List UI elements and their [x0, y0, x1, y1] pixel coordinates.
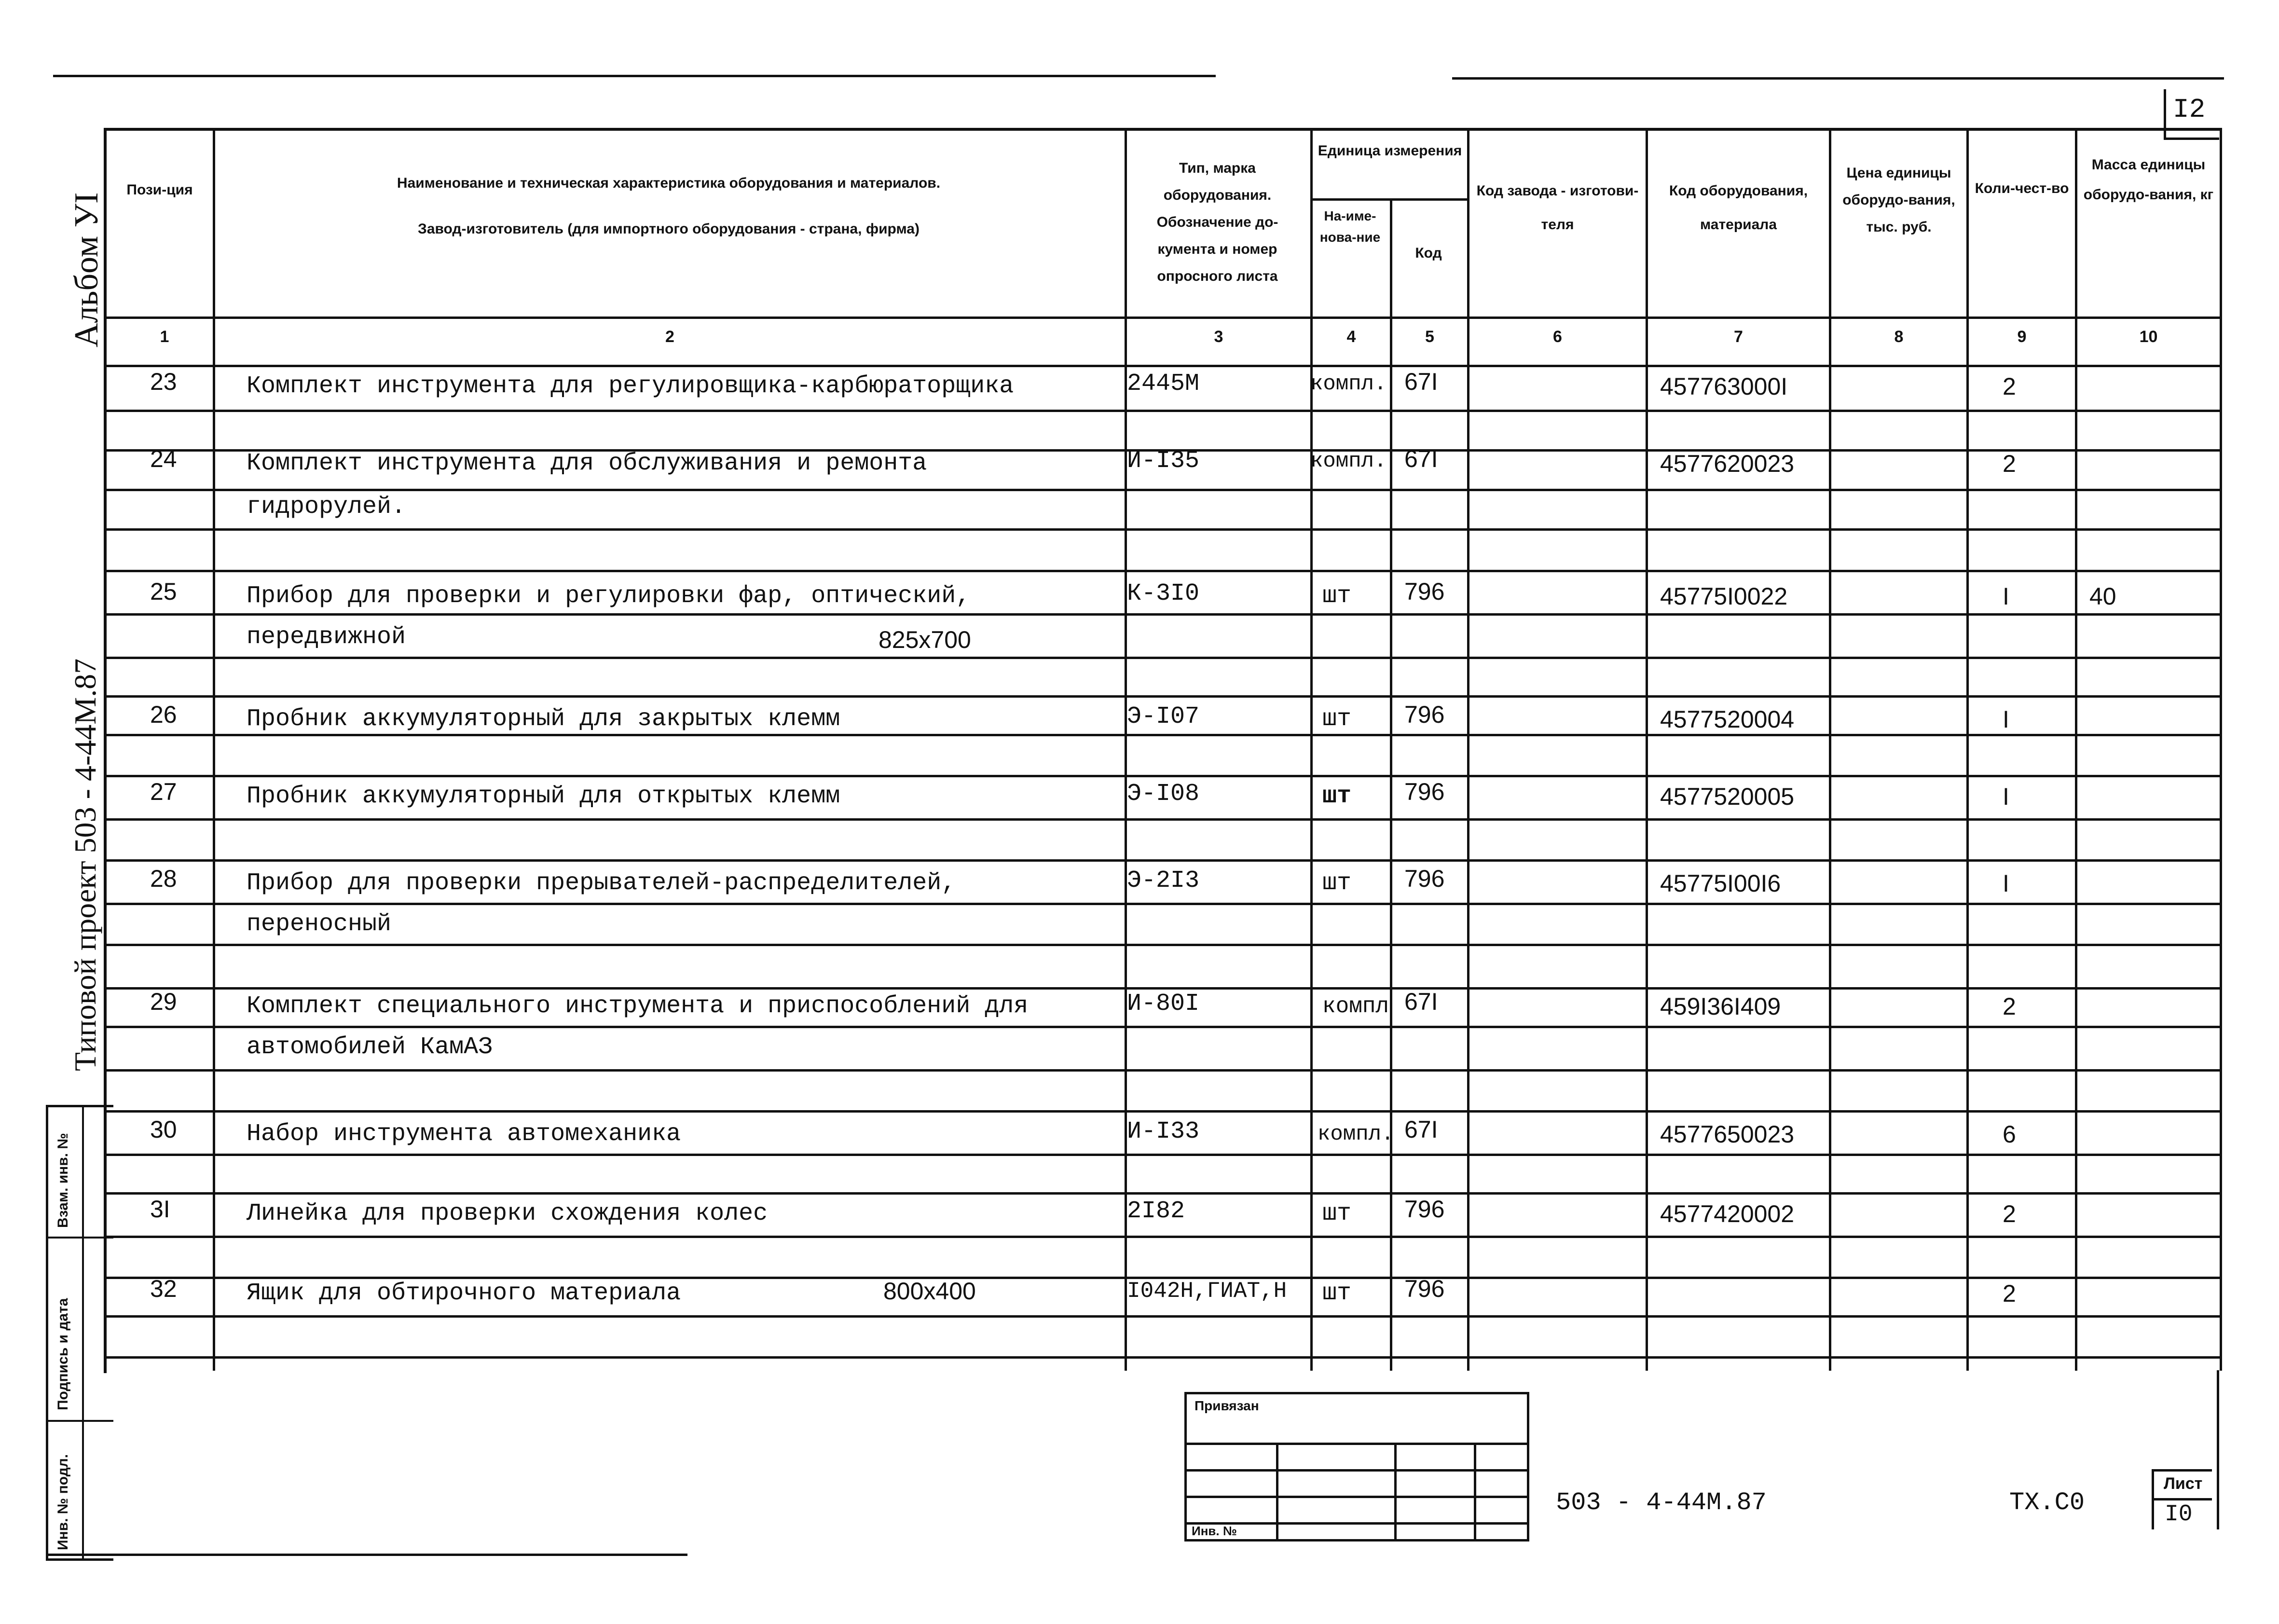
row-unit-code: 796 — [1404, 701, 1445, 728]
binding-col-line — [1276, 1443, 1278, 1539]
row-unit: шт — [1322, 582, 1352, 610]
row-quantity: 6 — [2003, 1121, 2016, 1148]
colnum-2: 2 — [665, 328, 674, 346]
row-line — [107, 410, 2222, 412]
row-quantity: I — [2003, 706, 2009, 733]
row-unit: компл. — [1310, 449, 1387, 473]
row-position: 29 — [150, 988, 177, 1015]
row-unit-code: 796 — [1404, 865, 1445, 892]
binding-col-line — [1474, 1443, 1476, 1539]
header-factory-code: Код завода - изготови-теля — [1476, 183, 1639, 233]
row-unit-code: 796 — [1404, 1275, 1445, 1302]
row-name-continued: переносный — [247, 910, 392, 938]
sheet-label: Лист — [2164, 1474, 2203, 1493]
row-name: Пробник аккумуляторный для закрытых клемм — [247, 705, 840, 733]
row-line — [107, 528, 2222, 531]
row-equipment-code: 45775I0022 — [1660, 583, 1788, 610]
colnum-8: 8 — [1894, 328, 1904, 346]
row-type: И-80I — [1127, 990, 1200, 1018]
page-number: I2 — [2173, 94, 2206, 125]
colnum-3: 3 — [1214, 328, 1223, 346]
row-equipment-code: 4577520004 — [1660, 706, 1795, 733]
header-position: Пози-ция — [126, 182, 193, 198]
row-name: Набор инструмента автомеханика — [247, 1120, 681, 1148]
header-mass: Масса единицы оборудо-вания, кг — [2083, 157, 2214, 203]
row-name-dimensions: 825х700 — [879, 626, 971, 653]
row-line — [107, 775, 2222, 777]
stamp-block — [46, 1105, 113, 1561]
row-type: И-I35 — [1127, 447, 1200, 475]
row-unit: компл. — [1318, 1122, 1394, 1146]
row-position: 32 — [150, 1275, 177, 1302]
document-code: 503 - 4-44М.87 — [1556, 1488, 1767, 1517]
row-name: Комплект специального инструмента и приспособлений для — [247, 992, 1029, 1020]
document-section: ТХ.С0 — [2009, 1488, 2085, 1517]
stamp-inv-label: Инв. № подл. — [55, 1454, 71, 1550]
row-name-continued: гидрорулей. — [247, 493, 406, 521]
row-quantity: I — [2003, 783, 2009, 810]
colnum-bottom-line — [107, 365, 2222, 367]
row-quantity: I — [2003, 870, 2009, 897]
colnum-9: 9 — [2017, 328, 2027, 346]
row-name-continued: автомобилей КамАЗ — [247, 1033, 493, 1061]
header-bottom-line — [107, 317, 2222, 319]
row-unit-code: 796 — [1404, 1196, 1445, 1223]
stamp-replace-label: Взам. инв. № — [55, 1133, 71, 1228]
row-type: К-3I0 — [1127, 580, 1200, 607]
row-line — [107, 657, 2222, 659]
row-line — [107, 695, 2222, 698]
row-position: 3I — [150, 1196, 170, 1223]
row-line — [107, 1356, 2222, 1359]
top-rule-left — [53, 75, 1216, 77]
header-type-line5: опросного листа — [1157, 268, 1278, 284]
top-rule-right — [1452, 77, 2224, 80]
header-unit-name: На-име-нова-ние — [1319, 208, 1381, 245]
row-unit-code: 67I — [1404, 988, 1438, 1015]
row-type: 2445М — [1127, 370, 1200, 398]
binding-stamp-box — [1184, 1392, 1529, 1541]
row-name: Пробник аккумуляторный для открытых клемм — [247, 783, 840, 810]
row-name: Ящик для обтирочного материала — [247, 1280, 681, 1307]
row-type: И-I33 — [1127, 1118, 1200, 1145]
right-border-bottom — [2217, 1370, 2219, 1529]
row-line — [107, 489, 2222, 491]
row-unit: шт — [1322, 705, 1352, 733]
col-line-4 — [1390, 198, 1392, 1371]
row-unit: шт — [1322, 1200, 1352, 1227]
row-name-continued: передвижной — [247, 623, 406, 651]
header-type-line1: Тип, марка — [1179, 160, 1256, 176]
row-type: Э-2I3 — [1127, 867, 1200, 895]
row-position: 28 — [150, 865, 177, 892]
row-quantity: 2 — [2003, 1280, 2016, 1307]
row-position: 23 — [150, 368, 177, 395]
row-quantity: 2 — [2003, 373, 2016, 400]
unit-group-line — [1310, 198, 1469, 201]
row-mass: 40 — [2089, 583, 2116, 610]
row-position: 24 — [150, 445, 177, 472]
stamp-cell-inv — [48, 1420, 113, 1556]
row-quantity: 2 — [2003, 993, 2016, 1020]
row-unit-code: 796 — [1404, 578, 1445, 605]
colnum-4: 4 — [1346, 328, 1356, 346]
row-name: Прибор для проверки прерывателей-распределителей, — [247, 869, 956, 897]
row-line — [107, 1192, 2222, 1195]
row-unit-code: 796 — [1404, 778, 1445, 805]
row-position: 30 — [150, 1116, 177, 1143]
row-line — [107, 570, 2222, 572]
row-name-dimensions: 800х400 — [883, 1278, 976, 1305]
row-type: Э-I08 — [1127, 780, 1200, 808]
colnum-7: 7 — [1734, 328, 1743, 346]
row-type: 2I82 — [1127, 1197, 1185, 1225]
row-line — [107, 818, 2222, 821]
binding-inv-label: Инв. № — [1192, 1524, 1237, 1538]
row-equipment-code: 4577420002 — [1660, 1200, 1795, 1227]
row-unit-code: 67I — [1404, 445, 1438, 472]
binding-col-line — [1394, 1443, 1397, 1539]
row-name: Комплект инструмента для регулировщика-карбюраторщика — [247, 372, 1014, 400]
row-equipment-code: 4577620023 — [1660, 450, 1795, 477]
row-line — [107, 1154, 2222, 1156]
row-type: Э-I07 — [1127, 703, 1200, 730]
header-name-line2: Завод-изготовитель (для импортного оборудования - страна, фирма) — [418, 221, 920, 237]
equipment-table — [104, 128, 2222, 1373]
row-equipment-code: 4577520005 — [1660, 783, 1795, 810]
row-unit: компл — [1322, 994, 1389, 1019]
row-equipment-code: 45775I00I6 — [1660, 870, 1781, 897]
row-line — [107, 1315, 2222, 1318]
binding-label: Привязан — [1194, 1398, 1259, 1413]
sheet-number: I0 — [2165, 1501, 2193, 1528]
row-line — [107, 734, 2222, 736]
row-unit-code: 67I — [1404, 368, 1438, 395]
row-name: Комплект инструмента для обслуживания и ремонта — [247, 450, 927, 477]
row-line — [107, 944, 2222, 946]
colnum-1: 1 — [160, 328, 169, 346]
row-unit: шт — [1322, 783, 1352, 810]
stamp-sign-label: Подпись и дата — [55, 1298, 71, 1410]
row-type: I042Н,ГИАТ,Н — [1127, 1279, 1287, 1304]
row-quantity: I — [2003, 583, 2009, 610]
row-line — [107, 903, 2222, 905]
header-type-line4: кумента и номер — [1157, 241, 1277, 257]
row-equipment-code: 459I36I409 — [1660, 993, 1781, 1020]
row-unit: шт — [1322, 1280, 1352, 1307]
row-unit: компл. — [1310, 372, 1387, 396]
row-line — [107, 1069, 2222, 1072]
bottom-rule — [46, 1554, 687, 1556]
row-position: 27 — [150, 778, 177, 805]
row-line — [107, 1110, 2222, 1113]
row-unit-code: 67I — [1404, 1116, 1438, 1143]
header-name-line1: Наименование и техническая характеристика оборудования и материалов. — [397, 175, 941, 191]
header-unit-code: Код — [1415, 245, 1442, 261]
colnum-5: 5 — [1425, 328, 1434, 346]
sheet-box — [2152, 1469, 2212, 1529]
row-quantity: 2 — [2003, 450, 2016, 477]
header-unit-group: Единица измерения — [1318, 143, 1462, 159]
row-quantity: 2 — [2003, 1200, 2016, 1227]
header-equipment-code: Код оборудования, материала — [1669, 183, 1808, 233]
project-title: Типовой проект 503 - 4-44М.87 — [68, 658, 102, 1071]
row-line — [107, 1236, 2222, 1238]
colnum-6: 6 — [1553, 328, 1562, 346]
row-equipment-code: 457763000I — [1660, 373, 1788, 400]
header-type-line2: оборудования. — [1163, 187, 1272, 203]
colnum-10: 10 — [2139, 328, 2158, 346]
header-quantity: Коли-чест-во — [1975, 180, 2069, 196]
row-position: 26 — [150, 701, 177, 728]
row-line — [107, 859, 2222, 862]
header-type-line3: Обозначение до- — [1156, 214, 1278, 230]
row-position: 25 — [150, 578, 177, 605]
album-title: Альбом УI — [68, 192, 105, 347]
row-equipment-code: 4577650023 — [1660, 1121, 1795, 1148]
row-unit: шт — [1322, 869, 1352, 897]
sheet-box-divider — [2154, 1498, 2212, 1500]
row-name: Линейка для проверки схождения колес — [247, 1200, 768, 1227]
row-line — [107, 613, 2222, 616]
row-name: Прибор для проверки и регулировки фар, оптический, — [247, 582, 971, 610]
header-price: Цена единицы оборудо-вания, тыс. руб. — [1842, 165, 1955, 235]
row-line — [107, 1026, 2222, 1028]
